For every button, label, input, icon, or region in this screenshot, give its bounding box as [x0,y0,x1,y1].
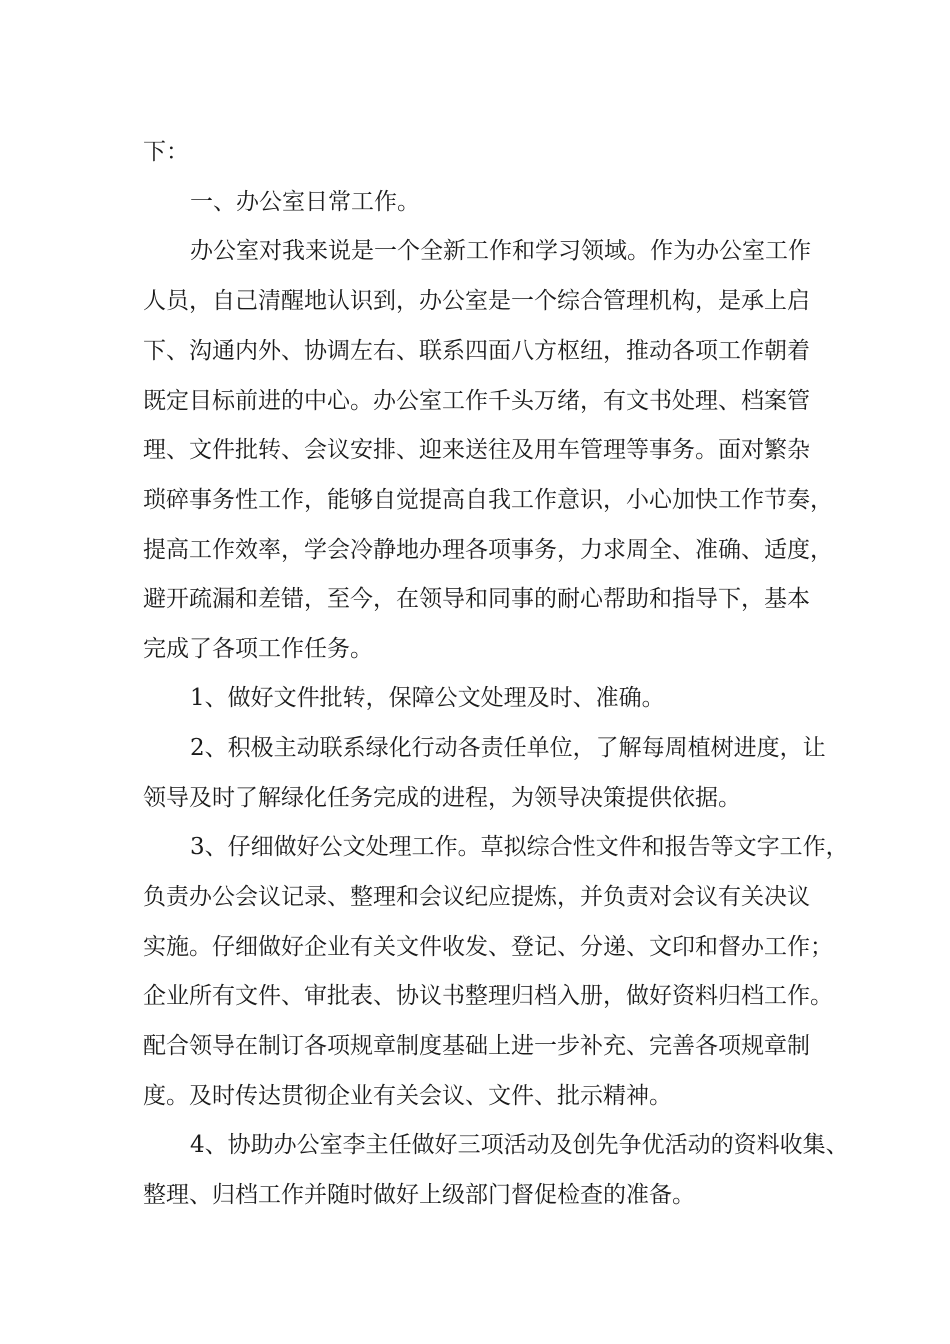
paragraph-line: 完成了各项工作任务。 [143,636,373,662]
text-line: 下： [143,139,189,165]
paragraph-line: 办公室对我来说是一个全新工作和学习领域。作为办公室工作 [190,238,811,264]
paragraph-line: 既定目标前进的中心。办公室工作千头万绪，有文书处理、档案管 [143,388,810,414]
paragraph-line: 避开疏漏和差错，至今，在领导和同事的耐心帮助和指导下，基本 [143,586,810,612]
paragraph-line: 下、沟通内外、协调左右、联系四面八方枢纽，推动各项工作朝着 [143,338,810,364]
list-item-continuation: 负责办公会议记录、整理和会议纪应提炼，并负责对会议有关决议 [143,884,810,910]
list-item: 3、仔细做好公文处理工作。草拟综合性文件和报告等文字工作， [190,834,849,860]
list-item-continuation: 企业所有文件、审批表、协议书整理归档入册，做好资料归档工作。 [143,983,833,1009]
list-item: 4、协助办公室李主任做好三项活动及创先争优活动的资料收集、 [190,1132,849,1158]
list-item-continuation: 配合领导在制订各项规章制度基础上进一步补充、完善各项规章制 [143,1033,810,1059]
list-item-continuation: 领导及时了解绿化任务完成的进程，为领导决策提供依据。 [143,785,741,811]
list-item-continuation: 度。及时传达贯彻企业有关会议、文件、批示精神。 [143,1083,672,1109]
paragraph-line: 理、文件批转、会议安排、迎来送往及用车管理等事务。面对繁杂 [143,437,810,463]
list-item: 1、做好文件批转，保障公文处理及时、准确。 [190,685,665,711]
section-heading: 一、办公室日常工作。 [190,189,420,215]
list-item-continuation: 整理、归档工作并随时做好上级部门督促检查的准备。 [143,1182,695,1208]
list-item-continuation: 实施。仔细做好企业有关文件收发、登记、分递、文印和督办工作； [143,934,833,960]
paragraph-line: 琐碎事务性工作，能够自觉提高自我工作意识，小心加快工作节奏， [143,487,833,513]
list-item: 2、积极主动联系绿化行动各责任单位，了解每周植树进度，让 [190,735,826,761]
paragraph-line: 人员，自己清醒地认识到，办公室是一个综合管理机构，是承上启 [143,288,810,314]
paragraph-line: 提高工作效率，学会冷静地办理各项事务，力求周全、准确、适度， [143,537,833,563]
